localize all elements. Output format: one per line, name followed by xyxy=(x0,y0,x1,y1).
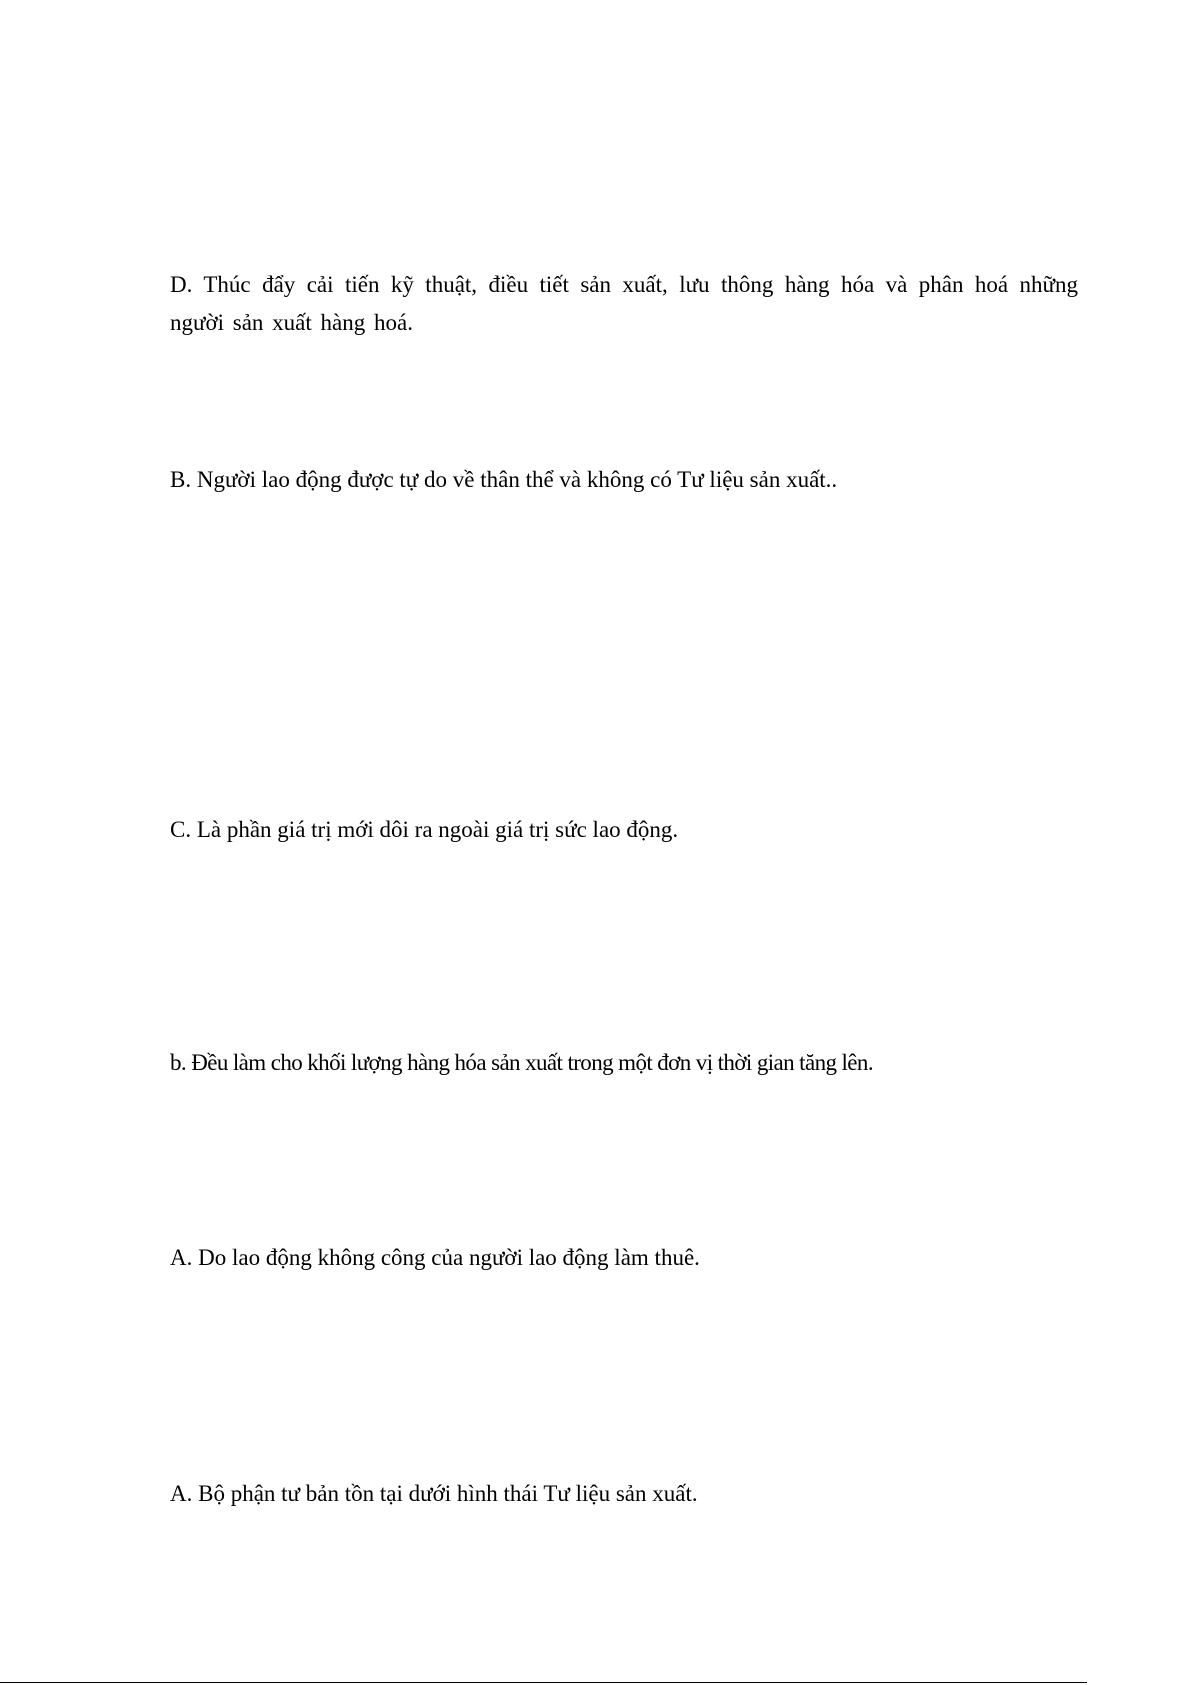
answer-option-a-first: A. Do lao động không công của người lao động làm thuê. xyxy=(170,1245,700,1270)
answer-option-b: B. Người lao động được tự do về thân thể và không có Tư liệu sản xuất.. xyxy=(170,467,838,492)
answer-option-d: D. Thúc đẩy cải tiến kỹ thuật, điều tiết sản xuất, lưu thông hàng hóa và phân hoá những người sản xuất hàng hoá. xyxy=(170,272,1078,335)
answer-option-c: C. Là phần giá trị mới dôi ra ngoài giá trị sức lao động. xyxy=(170,817,679,842)
answer-option-a-second: A. Bộ phận tư bản tồn tại dưới hình thái Tư liệu sản xuất. xyxy=(170,1481,698,1506)
page-bottom-divider xyxy=(0,1682,1087,1683)
answer-option-b-lowercase: b. Đều làm cho khối lượng hàng hóa sản xuất trong một đơn vị thời gian tăng lên. xyxy=(170,1050,873,1075)
